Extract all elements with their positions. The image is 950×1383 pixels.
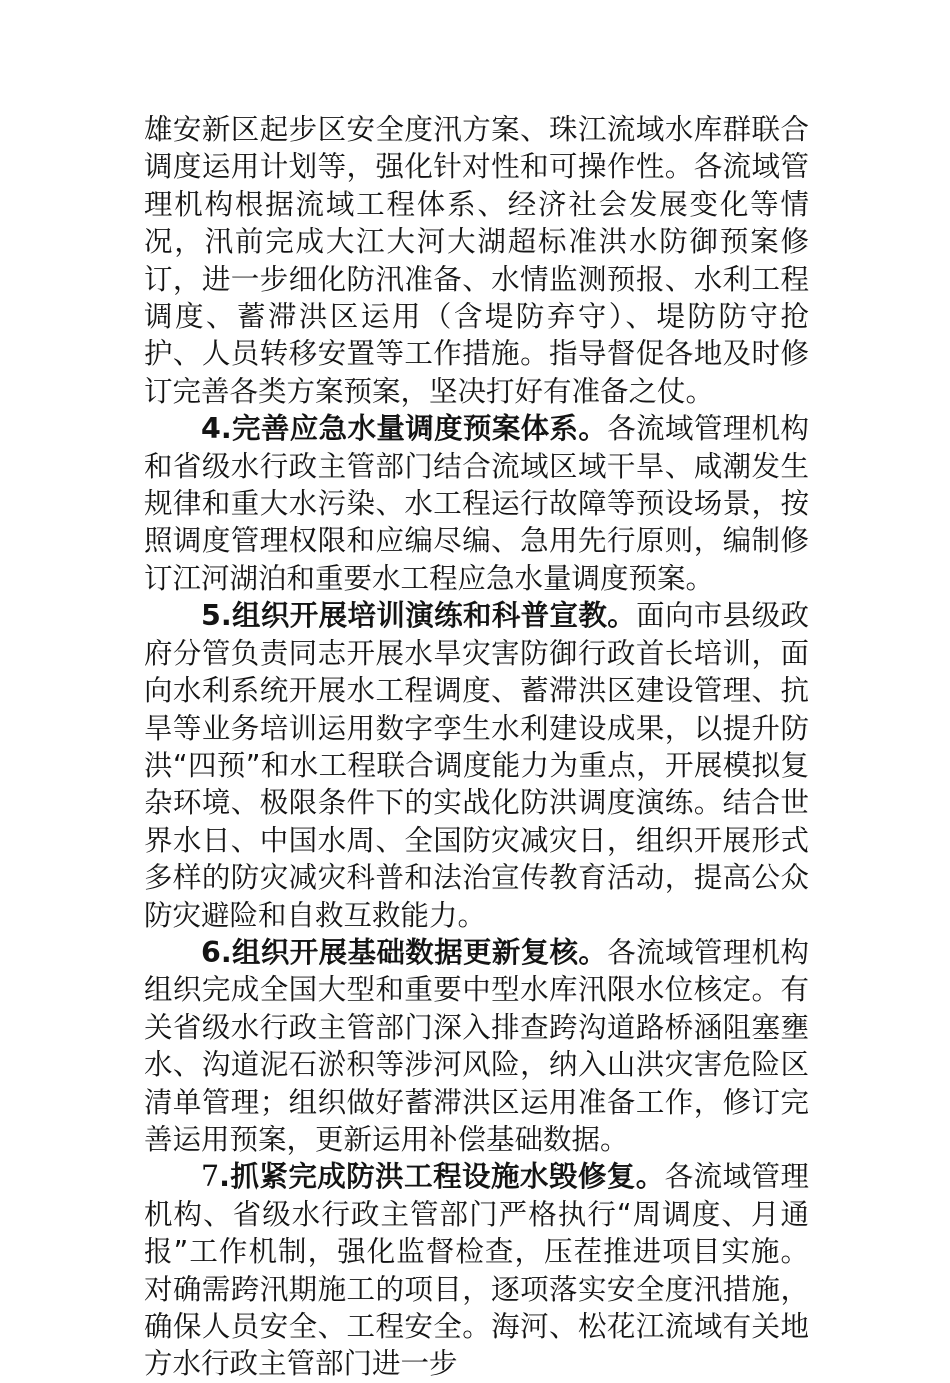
paragraph-body: 各流域管理机构、省级水行政主管部门严格执行“周调度、月通报”工作机制，强化监督检查，压茬推进项目实施。对确需跨汛期施工的项目，逐项落实安全度汛措施，确保人员安全、工程安全。海河、松花江流域有关地方水行政主管部门进一步 <box>144 1160 809 1381</box>
paragraph-item-5 <box>144 597 809 934</box>
item-heading: 完善应急水量调度预案体系。 <box>231 412 608 446</box>
item-number: 4. <box>201 412 232 446</box>
document-body <box>144 111 809 1383</box>
paragraph-body: 面向市县级政府分管负责同志开展水旱灾害防御行政首长培训，面向水利系统开展水工程调度、蓄滞洪区建设管理、抗旱等业务培训运用数字孪生水利建设成果，以提升防洪“四预”和水工程联合调度能力为重点，开展模拟复杂环境、极限条件下的实战化防洪调度演练。结合世界水日、中国水周、全国防灾减灾日，组织开展形式多样的防灾减灾科普和法治宣传教育活动，提高公众防灾避险和自救互救能力。 <box>144 599 809 932</box>
item-heading: 抓紧完成防洪工程设施水毁修复。 <box>229 1160 665 1194</box>
paragraph-body: 各流域管理机构和省级水行政主管部门结合流域区域干旱、咸潮发生规律和重大水污染、水工程运行故障等预设场景，按照调度管理权限和应编尽编、急用先行原则，编制修订江河湖泊和重要水工程应急水量调度预案。 <box>144 412 809 595</box>
item-heading: 组织开展基础数据更新复核。 <box>231 935 608 969</box>
paragraph-body: 雄安新区起步区安全度汛方案、珠江流域水库群联合调度运用计划等，强化针对性和可操作性。各流域管理机构根据流域工程体系、经济社会发展变化等情况，汛前完成大江大河大湖超标准洪水防御预案修订，进一步细化防汛准备、水情监测预报、水利工程调度、蓄滞洪区运用（含堤防弃守）、堤防防守抢护、人员转移安置等工作措施。指导督促各地及时修订完善各类方案预案，坚决打好有准备之仗。 <box>144 113 809 408</box>
paragraph-item-4 <box>144 410 809 597</box>
item-number: 6. <box>201 935 232 969</box>
item-heading: 组织开展培训演练和科普宣教。 <box>231 599 637 633</box>
item-number: 5. <box>201 599 232 633</box>
paragraph-item-7 <box>144 1158 809 1382</box>
item-number-suffix: . <box>219 1160 230 1194</box>
paragraph-body: 各流域管理机构组织完成全国大型和重要中型水库汛限水位核定。有关省级水行政主管部门深入排查跨沟道路桥涵阻塞壅水、沟道泥石淤积等涉河风险，纳入山洪灾害危险区清单管理；组织做好蓄滞洪区运用准备工作，修订完善运用预案，更新运用补偿基础数据。 <box>144 935 809 1156</box>
paragraph-continuation <box>144 111 809 410</box>
item-number: 7 <box>201 1160 220 1194</box>
paragraph-item-6 <box>144 934 809 1158</box>
